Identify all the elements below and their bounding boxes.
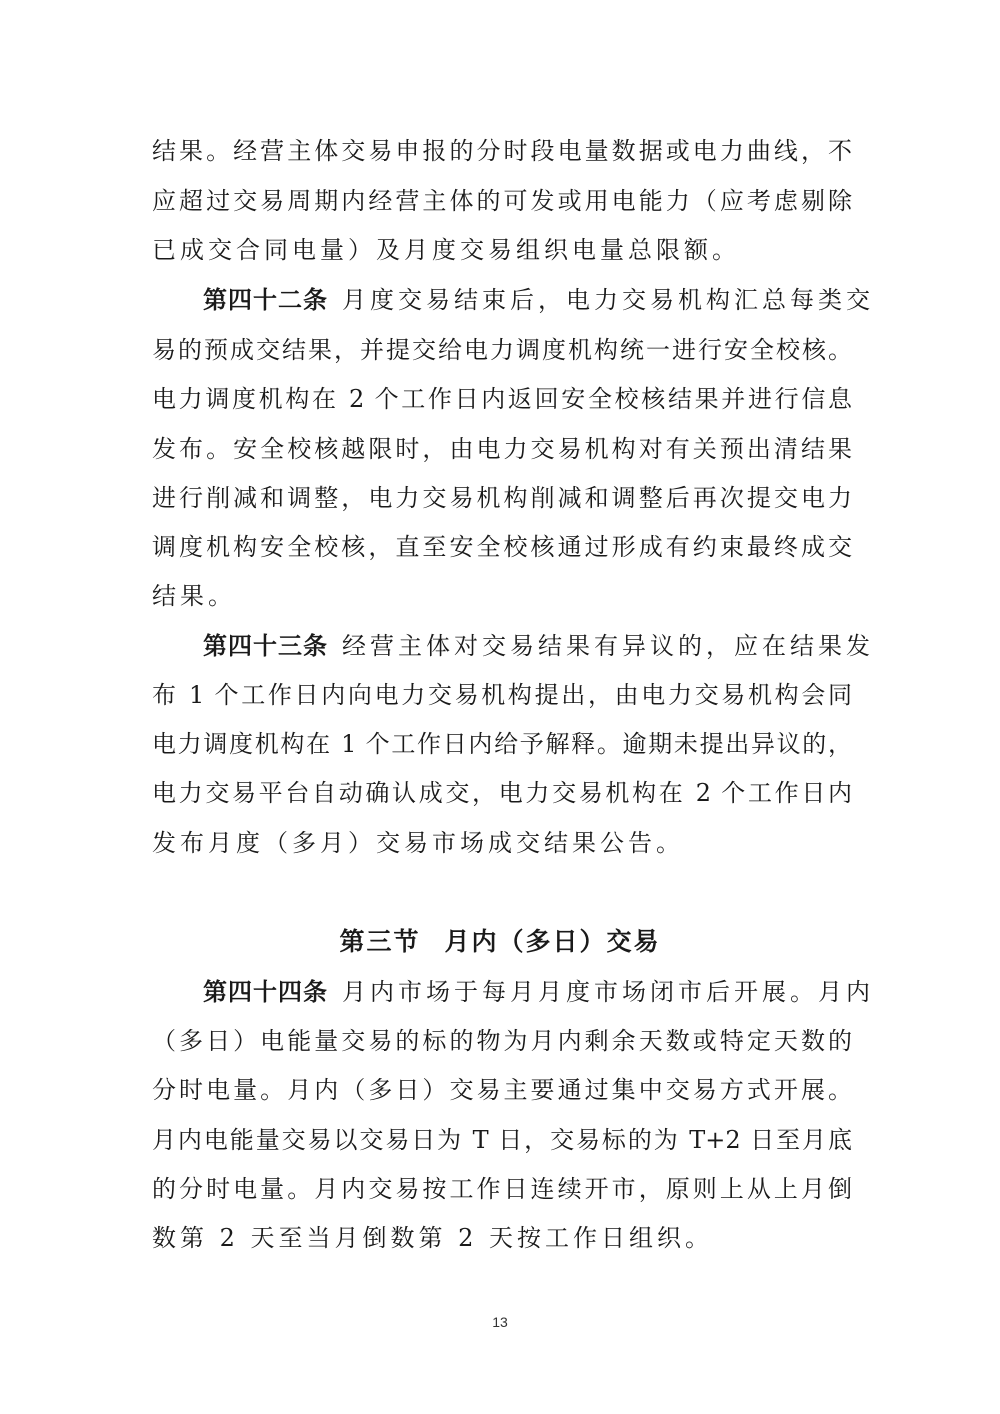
paragraph-line: 结果。 (152, 582, 236, 610)
paragraph-line: 数第 2 天至当月倒数第 2 天按工作日组织。 (152, 1224, 714, 1252)
paragraph-line: 已成交合同电量）及月度交易组织电量总限额。 (152, 236, 740, 264)
article-number: 第四十四条 (203, 978, 328, 1006)
paragraph-line: 结果。经营主体交易申报的分时段电量数据或电力曲线，不 (152, 137, 852, 165)
article-number: 第四十二条 (203, 286, 328, 314)
article-first-line (203, 284, 874, 316)
paragraph-line: 的分时电量。月内交易按工作日连续开市，原则上从上月倒 (152, 1175, 852, 1203)
article-first-line (203, 976, 874, 1008)
section-heading (0, 925, 1000, 959)
paragraph-line: 分时电量。月内（多日）交易主要通过集中交易方式开展。 (152, 1076, 852, 1104)
article-number: 第四十三条 (203, 632, 328, 660)
article-first-line (203, 630, 874, 662)
section-title: 月内（多日）交易 (444, 927, 661, 956)
paragraph-line: 电力调度机构在 2 个工作日内返回安全校核结果并进行信息 (152, 385, 852, 413)
page-number: 13 (492, 1314, 508, 1330)
section-number: 第三节 (339, 927, 421, 956)
paragraph-line: （多日）电能量交易的标的物为月内剩余天数或特定天数的 (152, 1027, 852, 1055)
paragraph-text: 月内市场于每月月度市场闭市后开展。月内 (342, 978, 874, 1006)
paragraph-line: 应超过交易周期内经营主体的可发或用电能力（应考虑剔除 (152, 187, 852, 215)
paragraph-text: 经营主体对交易结果有异议的，应在结果发 (342, 632, 874, 660)
paragraph-line: 发布月度（多月）交易市场成交结果公告。 (152, 829, 684, 857)
paragraph-line: 电力调度机构在 1 个工作日内给予解释。逾期未提出异议的， (152, 730, 852, 758)
paragraph-line: 布 1 个工作日内向电力交易机构提出，由电力交易机构会同 (152, 681, 852, 709)
paragraph-line: 电力交易平台自动确认成交，电力交易机构在 2 个工作日内 (152, 779, 852, 807)
paragraph-line: 发布。安全校核越限时，由电力交易机构对有关预出清结果 (152, 435, 852, 463)
paragraph-line: 进行削减和调整，电力交易机构削减和调整后再次提交电力 (152, 484, 852, 512)
paragraph-line: 调度机构安全校核，直至安全校核通过形成有约束最终成交 (152, 533, 852, 561)
paragraph-line: 易的预成交结果，并提交给电力调度机构统一进行安全校核。 (152, 336, 852, 364)
paragraph-line: 月内电能量交易以交易日为 T 日，交易标的为 T+2 日至月底 (152, 1126, 852, 1154)
paragraph-text: 月度交易结束后，电力交易机构汇总每类交 (342, 286, 874, 314)
